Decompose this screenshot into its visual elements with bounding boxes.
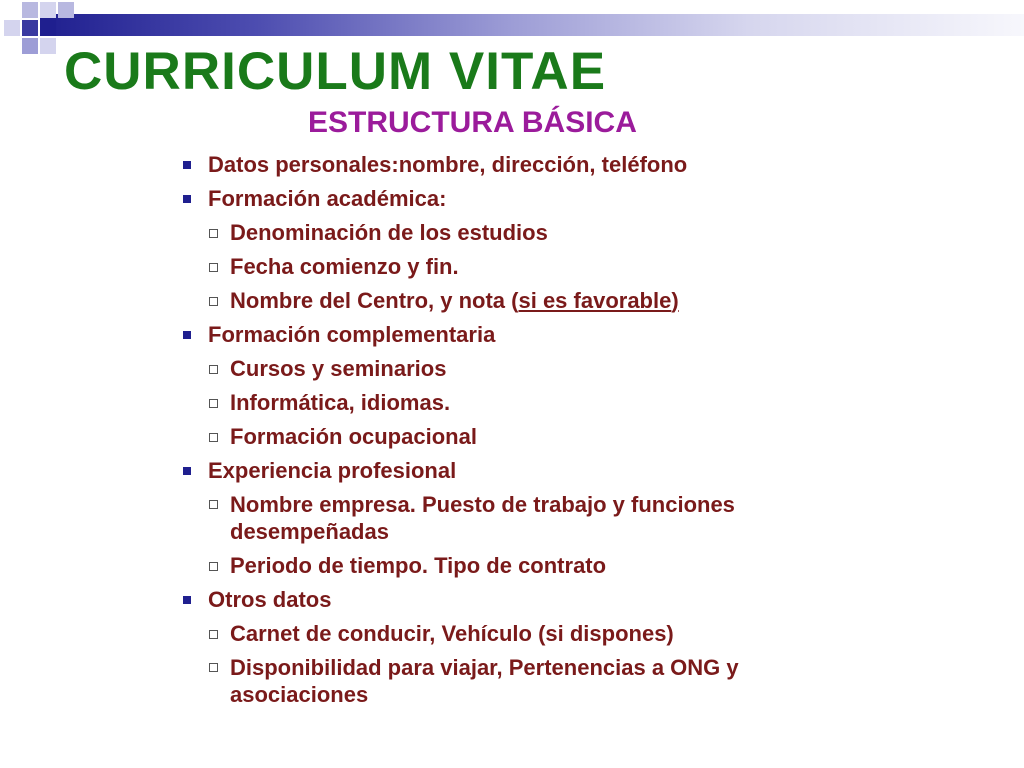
- sub-item-label: Cursos y seminarios: [230, 356, 447, 381]
- sublist-container: [178, 488, 878, 583]
- list-item-label: Formación académica:: [208, 186, 447, 211]
- sub-item-label-prefix: Nombre del Centro, y nota (: [230, 288, 519, 313]
- hollow-square-bullet-icon: [209, 263, 218, 272]
- decor-square: [40, 2, 56, 18]
- sub-list-item: [178, 617, 878, 651]
- hollow-square-bullet-icon: [209, 365, 218, 374]
- decor-square: [22, 2, 38, 18]
- sublist-container: [178, 216, 878, 318]
- sub-item-label: Fecha comienzo y fin.: [230, 254, 459, 279]
- sub-item-label-suffix: ): [671, 288, 679, 313]
- bullet-list: [178, 148, 878, 712]
- hollow-square-bullet-icon: [209, 229, 218, 238]
- underlined-text: si es favorable: [518, 288, 672, 313]
- decor-square: [4, 20, 20, 36]
- hollow-square-bullet-icon: [209, 562, 218, 571]
- hollow-square-bullet-icon: [209, 297, 218, 306]
- hollow-square-bullet-icon: [209, 663, 218, 672]
- hollow-square-bullet-icon: [209, 500, 218, 509]
- list-item-datos-personales: [178, 148, 878, 182]
- sub-list-item: [178, 386, 878, 420]
- filled-square-bullet-icon: [183, 161, 191, 169]
- list-item-formacion-academica: [178, 182, 878, 216]
- hollow-square-bullet-icon: [209, 399, 218, 408]
- filled-square-bullet-icon: [183, 195, 191, 203]
- list-item-experiencia-profesional: [178, 454, 878, 488]
- list-item-otros-datos: [178, 583, 878, 617]
- list-item-label: Experiencia profesional: [208, 458, 457, 483]
- sub-item-label: Denominación de los estudios: [230, 220, 548, 245]
- filled-square-bullet-icon: [183, 596, 191, 604]
- sub-item-label: Formación ocupacional: [230, 424, 477, 449]
- decor-square: [58, 2, 74, 18]
- hollow-square-bullet-icon: [209, 630, 218, 639]
- sub-item-label: Informática, idiomas.: [230, 390, 451, 415]
- list-item-formacion-complementaria: [178, 318, 878, 352]
- list-item-label: Formación complementaria: [208, 322, 496, 347]
- sub-item-label: Periodo de tiempo. Tipo de contrato: [230, 553, 607, 578]
- sub-item-label: Disponibilidad para viajar, Pertenencias a ONG y asociaciones: [230, 655, 739, 707]
- sub-list: [178, 352, 878, 454]
- sub-item-label: Carnet de conducir, Vehículo (si dispones): [230, 621, 674, 646]
- sub-list: [178, 617, 878, 712]
- list-item-label: Otros datos: [208, 587, 332, 612]
- bullet-content: [178, 148, 878, 712]
- decor-square: [40, 20, 56, 36]
- list-item-label: Datos personales:nombre, dirección, teléfono: [208, 152, 688, 177]
- decor-square: [40, 38, 56, 54]
- slide-subtitle: ESTRUCTURA BÁSICA: [308, 106, 637, 139]
- sub-list-item: [178, 549, 878, 583]
- sub-item-label: Nombre empresa. Puesto de trabajo y funciones desempeñadas: [230, 492, 735, 544]
- decor-square: [22, 20, 38, 36]
- header-gradient-bar: [40, 14, 1024, 36]
- sub-list-item: [178, 420, 878, 454]
- sub-list-item: [178, 284, 878, 318]
- hollow-square-bullet-icon: [209, 433, 218, 442]
- decor-square: [22, 38, 38, 54]
- filled-square-bullet-icon: [183, 467, 191, 475]
- sub-list-item: [178, 250, 878, 284]
- sublist-container: [178, 617, 878, 712]
- sub-list: [178, 488, 878, 583]
- filled-square-bullet-icon: [183, 331, 191, 339]
- sub-list-item: [178, 488, 878, 549]
- sub-list-item: [178, 651, 878, 712]
- sub-list-item: [178, 216, 878, 250]
- sub-list-item: [178, 352, 878, 386]
- sublist-container: [178, 352, 878, 454]
- slide-title: CURRICULUM VITAE: [64, 42, 607, 101]
- sub-list: [178, 216, 878, 318]
